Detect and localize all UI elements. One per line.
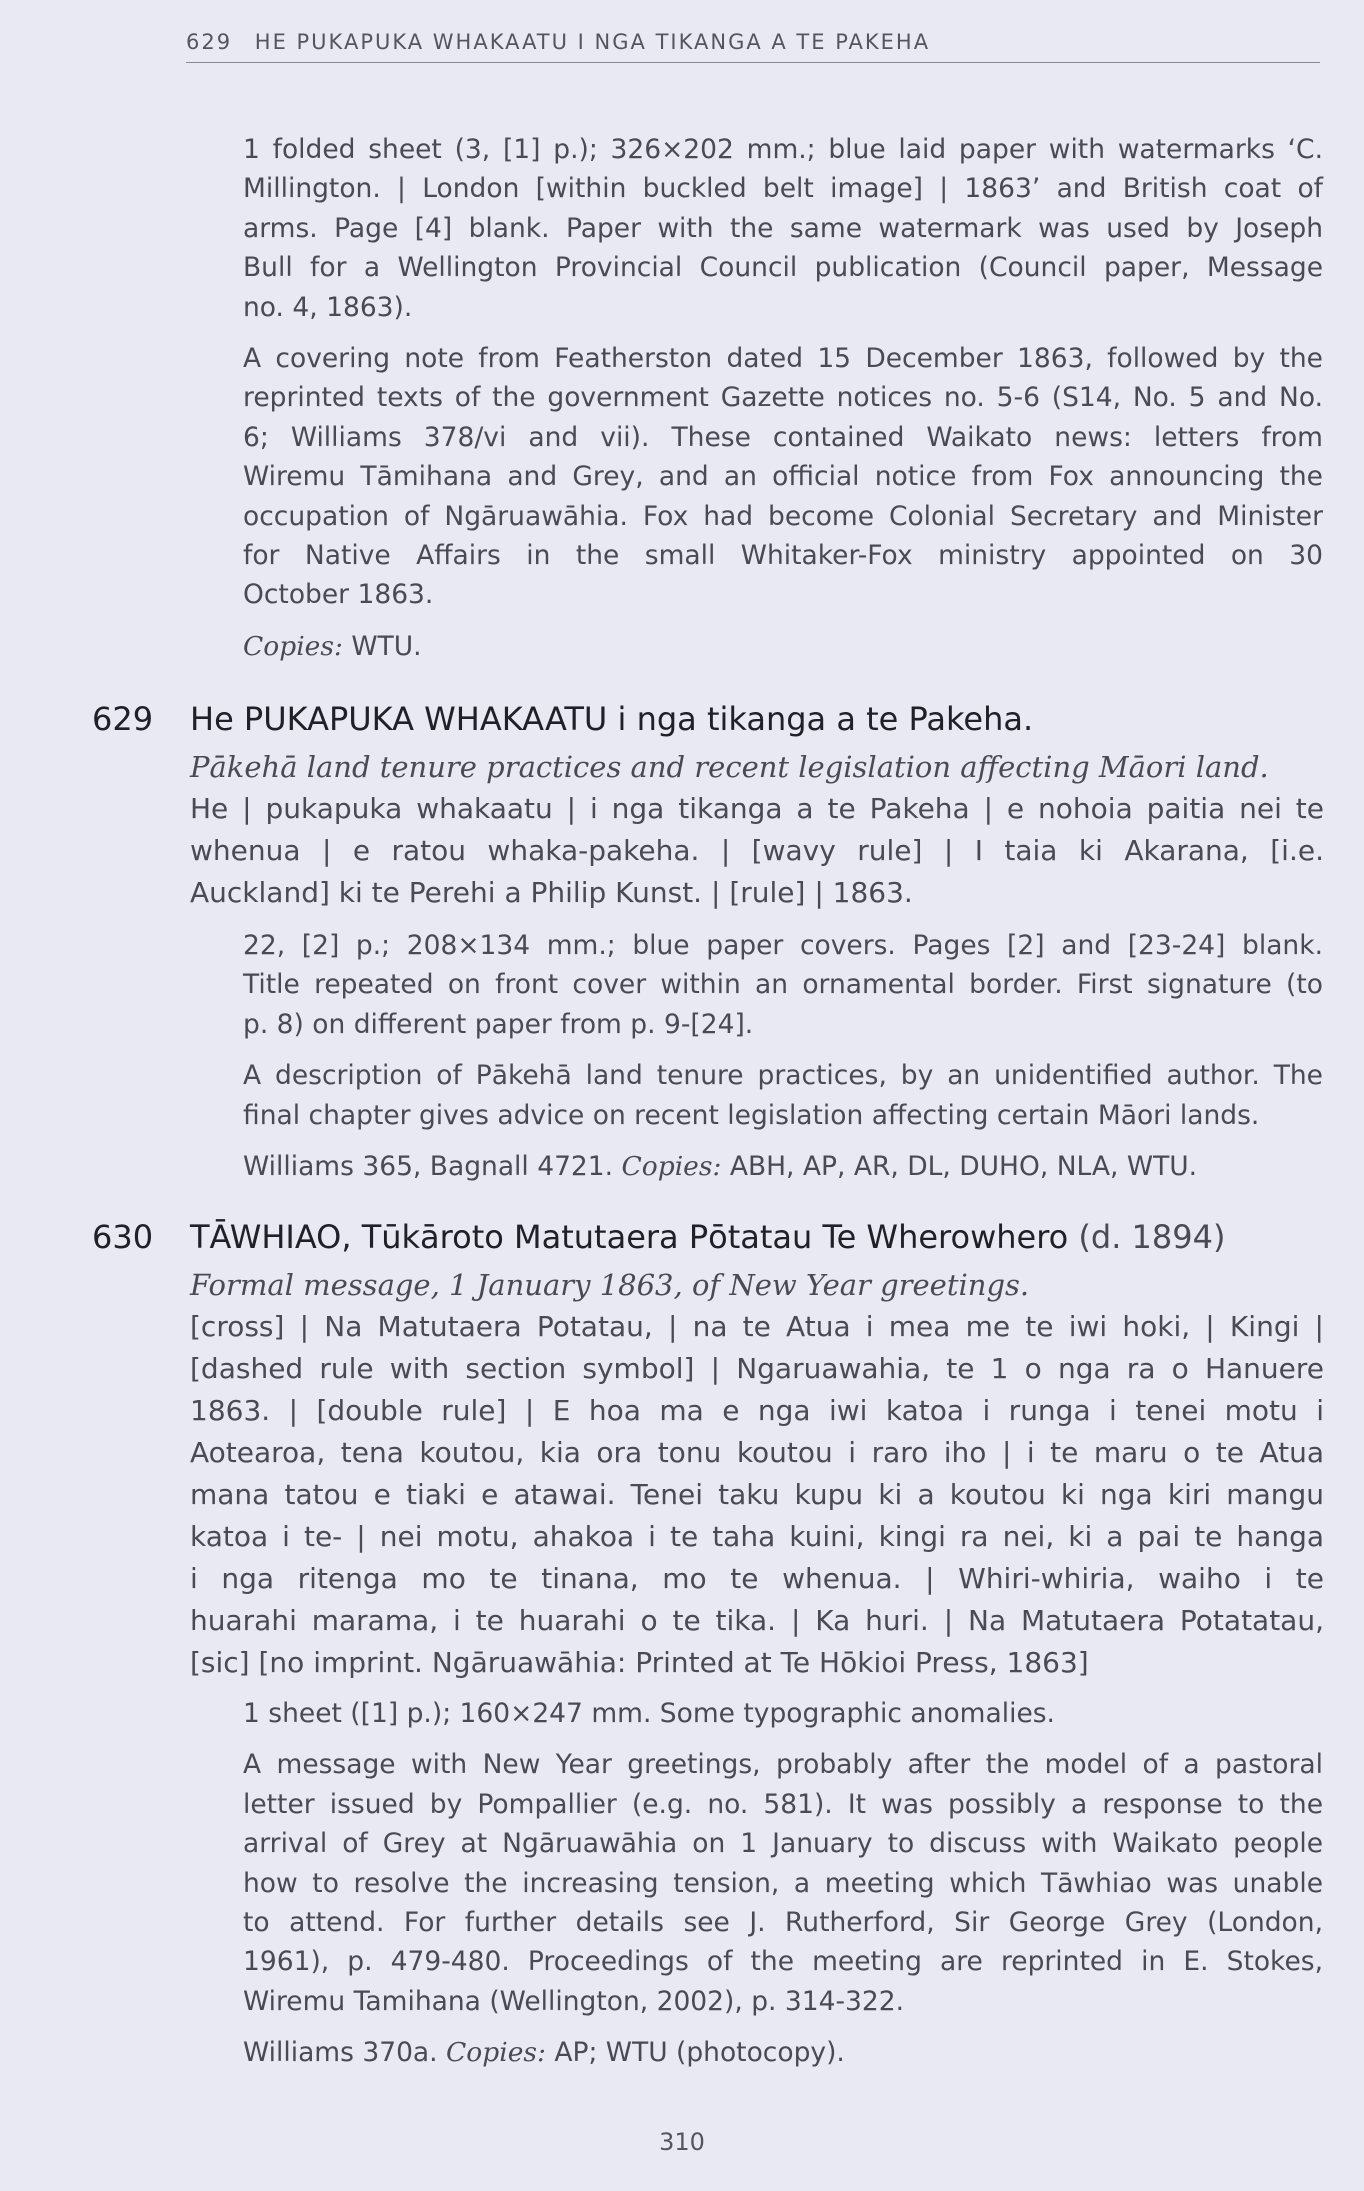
text-line: occupation of Ngāruawāhia. Fox had become Colonial Secretary and Minister [243, 500, 1323, 532]
entry-630-description [243, 1694, 1323, 1733]
text-line: arrival of Grey at Ngāruawāhia on 1 January to discuss with Waikato people [243, 1828, 1323, 1860]
text-line: no. 4, 1863). [243, 291, 413, 323]
entry-630-heading: TĀWHIAO, Tūkāroto Matutaera Pōtatau Te Wherowhero [190, 1218, 1069, 1256]
copies-list: ABH, AP, AR, DL, DUHO, NLA, WTU. [721, 1151, 1198, 1183]
entry-629-note [243, 1056, 1323, 1135]
text-line: [sic] [no imprint. Ngāruawāhia: Printed at Te Hōkioi Press, 1863] [190, 1646, 1089, 1679]
text-line: 1863. | [double rule] | E hoa ma e nga iwi katoa i runga i tenei motu i [190, 1394, 1324, 1427]
text-line: Aotearoa, tena koutou, kia ora tonu koutou i raro iho | i te maru o te Atua [190, 1436, 1324, 1469]
text-line: [dashed rule with section symbol] | Ngaruawahia, te 1 o nga ra o Hanuere [190, 1352, 1324, 1385]
entry-629-transcription [190, 788, 1324, 914]
entry-629-description [243, 926, 1323, 1044]
text-line: He | pukapuka whakaatu | i nga tikanga a te Pakeha | e nohoia paitia nei te [190, 792, 1324, 825]
entry-630-notes [243, 1694, 1323, 2085]
entry-630-references: Williams 370a. [243, 2037, 447, 2069]
text-line: how to resolve the increasing tension, a meeting which Tāwhiao was unable [243, 1867, 1323, 1899]
text-line: Millington. | London [within buckled belt image] | 1863’ and British coat of [243, 173, 1323, 205]
text-line: October 1863. [243, 579, 434, 611]
prev-entry-description [243, 130, 1323, 327]
text-line: mana tatou e tiaki e atawai. Tenei taku kupu ki a koutou ki nga kiri mangu [190, 1478, 1324, 1511]
running-head-title: HE PUKAPUKA WHAKAATU I NGA TIKANGA A TE PAKEHA [254, 30, 931, 54]
prev-entry-copies [243, 627, 1323, 666]
entry-630-heading-line [190, 1218, 1324, 1256]
text-line: for Native Affairs in the small Whitaker-Fox ministry appointed on 30 [243, 540, 1323, 572]
text-line: A message with New Year greetings, probably after the model of a pastoral [243, 1749, 1323, 1781]
copies-list: AP; WTU (photocopy). [545, 2037, 845, 2069]
text-line: Wiremu Tāmihana and Grey, and an official notice from Fox announcing the [243, 461, 1323, 493]
text-line: p. 8) on different paper from p. 9-[24]. [243, 1008, 754, 1040]
text-line: final chapter gives advice on recent legislation affecting certain Māori lands. [243, 1099, 1260, 1131]
entry-630-dates: (d. 1894) [1068, 1218, 1226, 1256]
prev-entry-note [243, 339, 1323, 615]
text-line: huarahi marama, i te huarahi o te tika. | Ka huri. | Na Matutaera Potatatau, [190, 1604, 1324, 1637]
text-line: 1 sheet ([1] p.); 160×247 mm. Some typographic anomalies. [243, 1698, 1055, 1729]
text-line: Title repeated on front cover within an ornamental border. First signature (to [243, 969, 1323, 1001]
copies-label: Copies: [446, 2037, 546, 2069]
text-line: letter issued by Pompallier (e.g. no. 581). It was possibly a response to the [243, 1788, 1323, 1820]
text-line: [cross] | Na Matutaera Potatau, | na te Atua i mea me te iwi hoki, | Kingi | [190, 1310, 1324, 1343]
entry-630-transcription [190, 1306, 1324, 1684]
entry-629-notes [243, 926, 1323, 1198]
entry-629-references: Williams 365, Bagnall 4721. [243, 1151, 622, 1183]
text-line: whenua | e ratou whaka-pakeha. | [wavy rule] | I taia ki Akarana, [i.e. [190, 834, 1324, 867]
running-head [186, 30, 1320, 63]
entry-630-subtitle: Formal message, 1 January 1863, of New Year greetings. [190, 1268, 1030, 1302]
text-line: A description of Pākehā land tenure practices, by an unidentified author. The [243, 1060, 1323, 1092]
text-line: arms. Page [4] blank. Paper with the same watermark was used by Joseph [243, 212, 1323, 244]
entry-630-refs [243, 2033, 1323, 2072]
copies-label: Copies: [243, 630, 343, 662]
text-line: Wiremu Tamihana (Wellington, 2002), p. 314-322. [243, 1985, 905, 2017]
text-line: Bull for a Wellington Provincial Council publication (Council paper, Message [243, 252, 1323, 284]
entry-630-note [243, 1745, 1323, 2021]
text-line: 6; Williams 378/vi and vii). These contained Waikato news: letters from [243, 421, 1323, 453]
entry-629-heading: He PUKAPUKA WHAKAATU i nga tikanga a te Pakeha. [190, 700, 1034, 738]
copies-label: Copies: [621, 1151, 722, 1183]
entry-629-number: 629 [92, 700, 154, 738]
text-line: katoa i te- | nei motu, ahakoa i te taha kuini, kingi ra nei, ki a pai te hanga [190, 1520, 1324, 1553]
text-line: to attend. For further details see J. Rutherford, Sir George Grey (London, [243, 1907, 1323, 1939]
entry-629-refs [243, 1147, 1323, 1186]
text-line: 1 folded sheet (3, [1] p.); 326×202 mm.; blue laid paper with watermarks ‘C. [243, 134, 1323, 165]
text-line: A covering note from Featherston dated 15 December 1863, followed by the [243, 343, 1323, 375]
prev-entry [243, 130, 1323, 678]
text-line: i nga ritenga mo te tinana, mo te whenua. | Whiri-whiria, waiho i te [190, 1562, 1324, 1595]
entry-630-number: 630 [92, 1218, 154, 1256]
entry-629-subtitle: Pākehā land tenure practices and recent legislation affecting Māori land. [190, 750, 1269, 784]
running-head-page: 629 [186, 30, 233, 54]
text-line: 1961), p. 479-480. Proceedings of the meeting are reprinted in E. Stokes, [243, 1946, 1323, 1978]
text-line: reprinted texts of the government Gazette notices no. 5-6 (S14, No. 5 and No. [243, 382, 1323, 414]
copies-list: WTU. [342, 630, 422, 662]
text-line: Auckland] ki te Perehi a Philip Kunst. | [rule] | 1863. [190, 876, 913, 909]
text-line: 22, [2] p.; 208×134 mm.; blue paper covers. Pages [2] and [23-24] blank. [243, 930, 1323, 961]
page-number: 310 [659, 2128, 705, 2156]
